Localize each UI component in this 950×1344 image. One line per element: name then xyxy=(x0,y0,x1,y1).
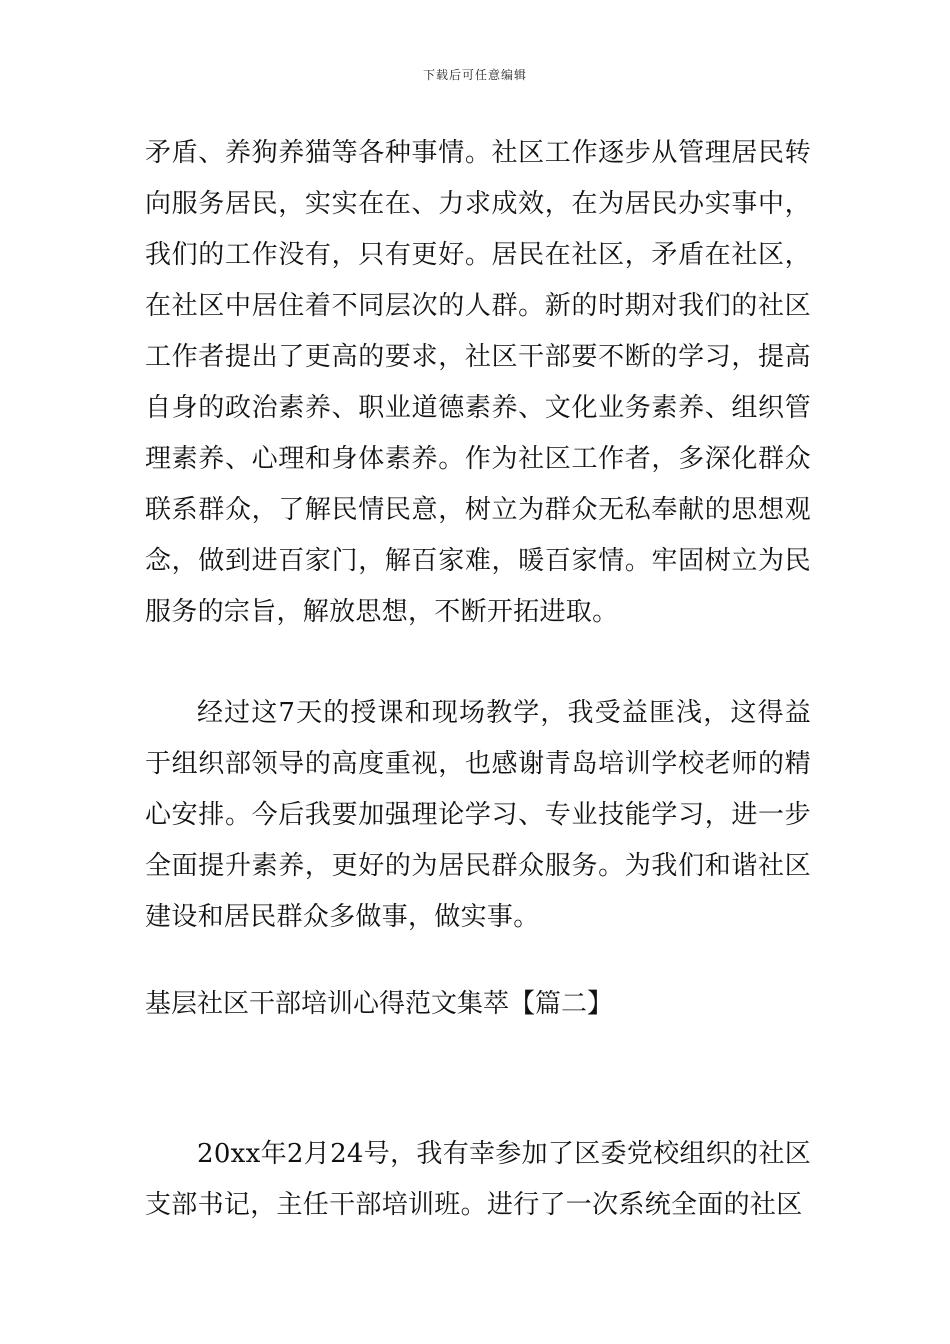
body-paragraph-3: 20xx年2月24号，我有幸参加了区委党校组织的社区支部书记，主任干部培训班。进行了一次系统全面的社区 xyxy=(145,1139,811,1220)
body-paragraph-1: 矛盾、养狗养猫等各种事情。社区工作逐步从管理居民转向服务居民，实实在在、力求成效，在为居民办实事中，我们的工作没有，只有更好。居民在社区，矛盾在社区，在社区中居住着不同层次的人群。新的时期对我们的社区工作者提出了更高的要求，社区干部要不断的学习，提高自身的政治素养、职业道德素养、文化业务素养、组织管理素养、心理和身体素养。作为社区工作者，多深化群众联系群众，了解民情民意，树立为群众无私奉献的思想观念，做到进百家门，解百家难，暖百家情。牢固树立为民服务的宗旨，解放思想，不断开拓进取。 xyxy=(145,138,811,627)
section-heading: 基层社区干部培训心得范文集萃【篇二】 xyxy=(145,989,614,1019)
page-header-note: 下载后可任意编辑 xyxy=(422,68,527,82)
document-body xyxy=(145,128,811,1231)
body-paragraph-2: 经过这7天的授课和现场教学，我受益匪浅，这得益于组织部领导的高度重视，也感谢青岛培训学校老师的精心安排。今后我要加强理论学习、专业技能学习，进一步全面提升素养，更好的为居民群众服务。为我们和谐社区建设和居民群众多做事，做实事。 xyxy=(145,698,811,932)
